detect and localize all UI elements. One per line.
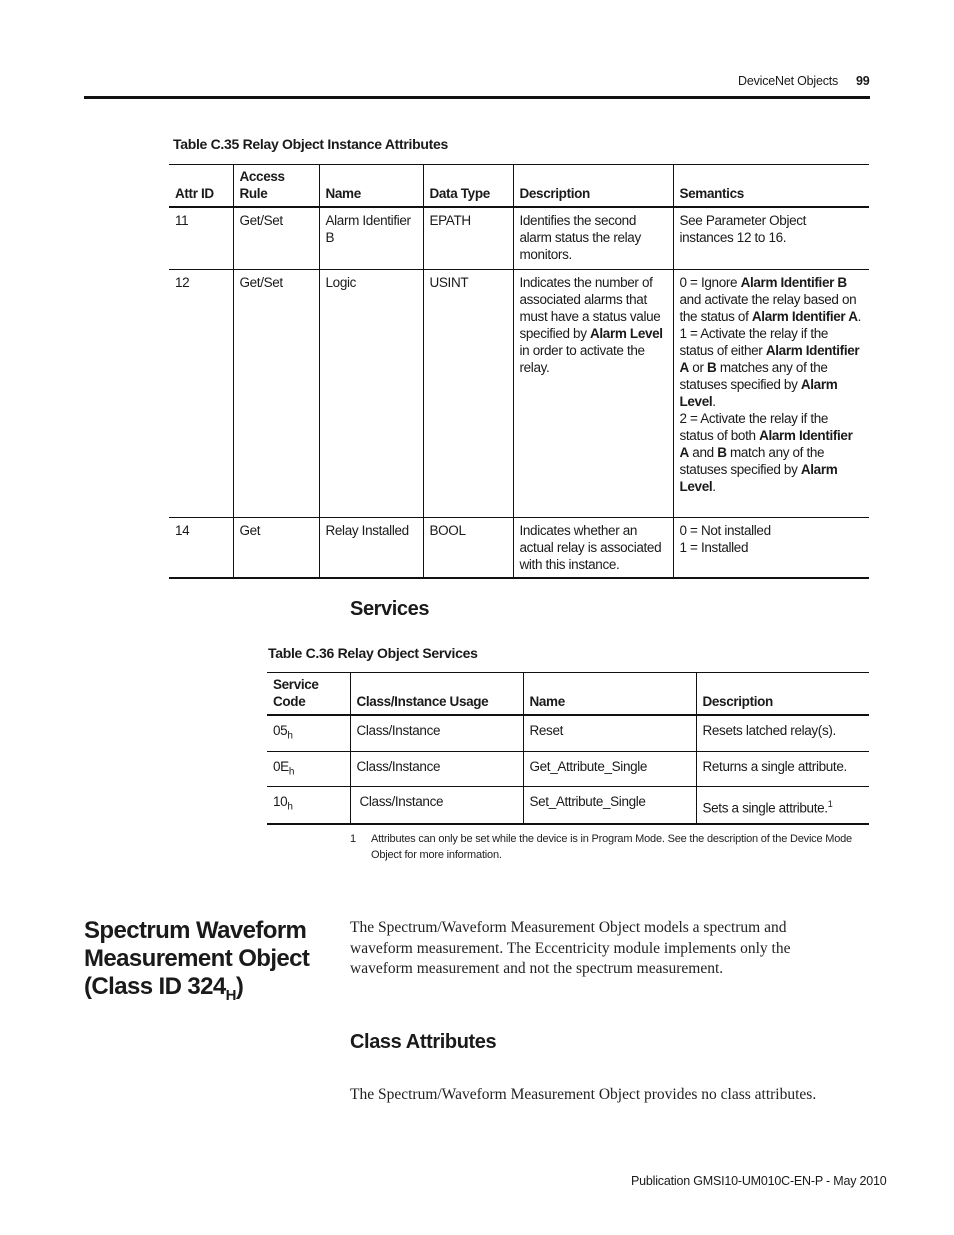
semantics-text: match any of the statuses specified by (679, 444, 825, 477)
footnote-text: Attributes can only be set while the device is in Program Mode. See the description of the Device Mode Object for more information. (371, 833, 852, 861)
type-cell: BOOL (423, 517, 513, 578)
table2-caption: Table C.36 Relay Object Services (268, 645, 478, 661)
usage-text: Class/Instance (359, 794, 444, 810)
service-code-cell (267, 787, 350, 824)
usage-cell (350, 787, 523, 824)
description-cell: Indicates whether an actual relay is associated with this instance. (513, 517, 673, 578)
semantics-line (680, 410, 864, 495)
col-header: Class/Instance Usage (350, 673, 523, 716)
table-row (267, 787, 869, 824)
usage-cell: Class/Instance (350, 715, 523, 751)
col-header: Description (513, 165, 673, 208)
table-row (169, 269, 869, 517)
semantics-line (680, 274, 864, 325)
service-description-cell: Resets latched relay(s). (696, 715, 869, 751)
semantics-bold: B (717, 444, 727, 460)
name-cell: Logic (319, 269, 423, 517)
semantics-cell: See Parameter Object instances 12 to 16. (673, 207, 869, 269)
footnote-ref: 1 (827, 799, 833, 810)
hex-suffix: h (287, 730, 293, 742)
semantics-text: 0 = Ignore (679, 274, 741, 290)
table1-caption: Table C.35 Relay Object Instance Attributes (173, 136, 448, 152)
service-code: 0E (273, 758, 289, 774)
semantics-text: . (712, 393, 716, 409)
semantics-text: . (712, 478, 716, 494)
col-header-text: Service Code (273, 677, 319, 709)
access-cell: Get/Set (233, 269, 319, 517)
service-code-cell (267, 751, 350, 787)
section-title-subscript: H (225, 986, 236, 1004)
section-title (84, 917, 324, 1010)
service-description-text: Sets a single attribute. (702, 800, 828, 816)
description-cell (513, 269, 673, 517)
running-header-section: DeviceNet Objects (738, 74, 839, 88)
col-header: Name (523, 673, 696, 716)
semantics-bold: Alarm Identifier B (740, 274, 847, 290)
semantics-line: 1 = Installed (679, 539, 749, 555)
attr-id-cell: 14 (169, 517, 233, 578)
semantics-bold: Alarm Identifier A (679, 342, 860, 375)
table-row (267, 715, 869, 751)
semantics-bold: Alarm Level (679, 376, 838, 409)
semantics-text: . (857, 308, 862, 324)
section-title-line (84, 973, 324, 1010)
service-description-cell (696, 787, 869, 824)
section-title-line: Spectrum Waveform (84, 917, 307, 944)
table-row (169, 517, 869, 578)
col-header (267, 673, 350, 716)
semantics-text: 1 = Activate the relay if the status of either (679, 325, 829, 358)
section-intro-paragraph: The Spectrum/Waveform Measurement Object models a spectrum and waveform measurement. The Eccentricity module implements only the waveform measurement and not the spectrum measurement. (350, 919, 791, 977)
col-header: Description (696, 673, 869, 716)
semantics-cell (673, 269, 869, 517)
semantics-text: and activate the relay based on the status of (679, 291, 857, 324)
col-header: Access Rule (233, 165, 319, 208)
semantics-text: or (688, 359, 708, 375)
section-title-text: ) (235, 973, 244, 1000)
name-cell: Alarm Identifier B (319, 207, 423, 269)
service-code: 05 (273, 723, 288, 738)
service-code-cell (267, 715, 350, 751)
name-cell: Relay Installed (319, 517, 423, 578)
description-cell: Identifies the second alarm status the relay monitors. (513, 207, 673, 269)
description-bold: Alarm Level (590, 325, 663, 341)
services-heading: Services (350, 598, 430, 620)
footnote-number: 1 (350, 833, 356, 845)
col-header: Attr ID (175, 186, 214, 201)
semantics-bold: Alarm Identifier A (751, 308, 858, 324)
service-name-cell: Get_Attribute_Single (523, 751, 696, 787)
table-header-row (267, 673, 869, 716)
type-cell: USINT (423, 269, 513, 517)
class-attributes-heading: Class Attributes (350, 1031, 497, 1053)
service-name-cell: Reset (523, 715, 696, 751)
publication-footer: Publication GMSI10-UM010C-EN-P - May 2010 (631, 1174, 887, 1188)
section-title-line: Measurement Object (84, 945, 310, 972)
hex-suffix: h (287, 802, 293, 814)
description-text: in order to activate the relay. (519, 342, 645, 375)
semantics-line (680, 325, 864, 410)
semantics-bold: Alarm Level (679, 461, 838, 494)
semantics-text: matches any of the statuses specified by (679, 359, 828, 392)
semantics-bold: B (707, 359, 717, 375)
table-row (169, 207, 869, 269)
semantics-bold: Alarm Identifier A (679, 427, 853, 460)
attr-id-cell: 12 (169, 269, 233, 517)
col-header: Data Type (423, 165, 513, 208)
service-description-cell: Returns a single attribute. (696, 751, 869, 787)
usage-cell: Class/Instance (350, 751, 523, 787)
relay-services-table (267, 672, 869, 825)
service-name-cell: Set_Attribute_Single (523, 787, 696, 824)
semantics-line: 0 = Not installed (679, 522, 771, 538)
header-rule (84, 96, 870, 99)
attr-id-cell: 11 (175, 213, 189, 228)
col-header: Semantics (673, 165, 869, 208)
service-code: 10 (273, 794, 288, 810)
table-header-row (169, 165, 869, 208)
description-text: Indicates the number of associated alarms that must have a status value specified by (519, 274, 661, 341)
col-header: Name (319, 165, 423, 208)
access-cell: Get (233, 517, 319, 578)
section-title-text: (Class ID 324 (84, 973, 226, 1000)
table-row (267, 751, 869, 787)
hex-suffix: h (288, 766, 295, 778)
semantics-text: 2 = Activate the relay if the status of both (679, 410, 829, 443)
type-cell: EPATH (423, 207, 513, 269)
access-cell: Get/Set (233, 207, 319, 269)
class-attributes-paragraph: The Spectrum/Waveform Measurement Object provides no class attributes. (350, 1086, 817, 1103)
semantics-text: and (688, 444, 718, 460)
page-number: 99 (856, 74, 870, 88)
relay-instance-attributes-table (169, 164, 869, 579)
semantics-cell (673, 517, 869, 578)
